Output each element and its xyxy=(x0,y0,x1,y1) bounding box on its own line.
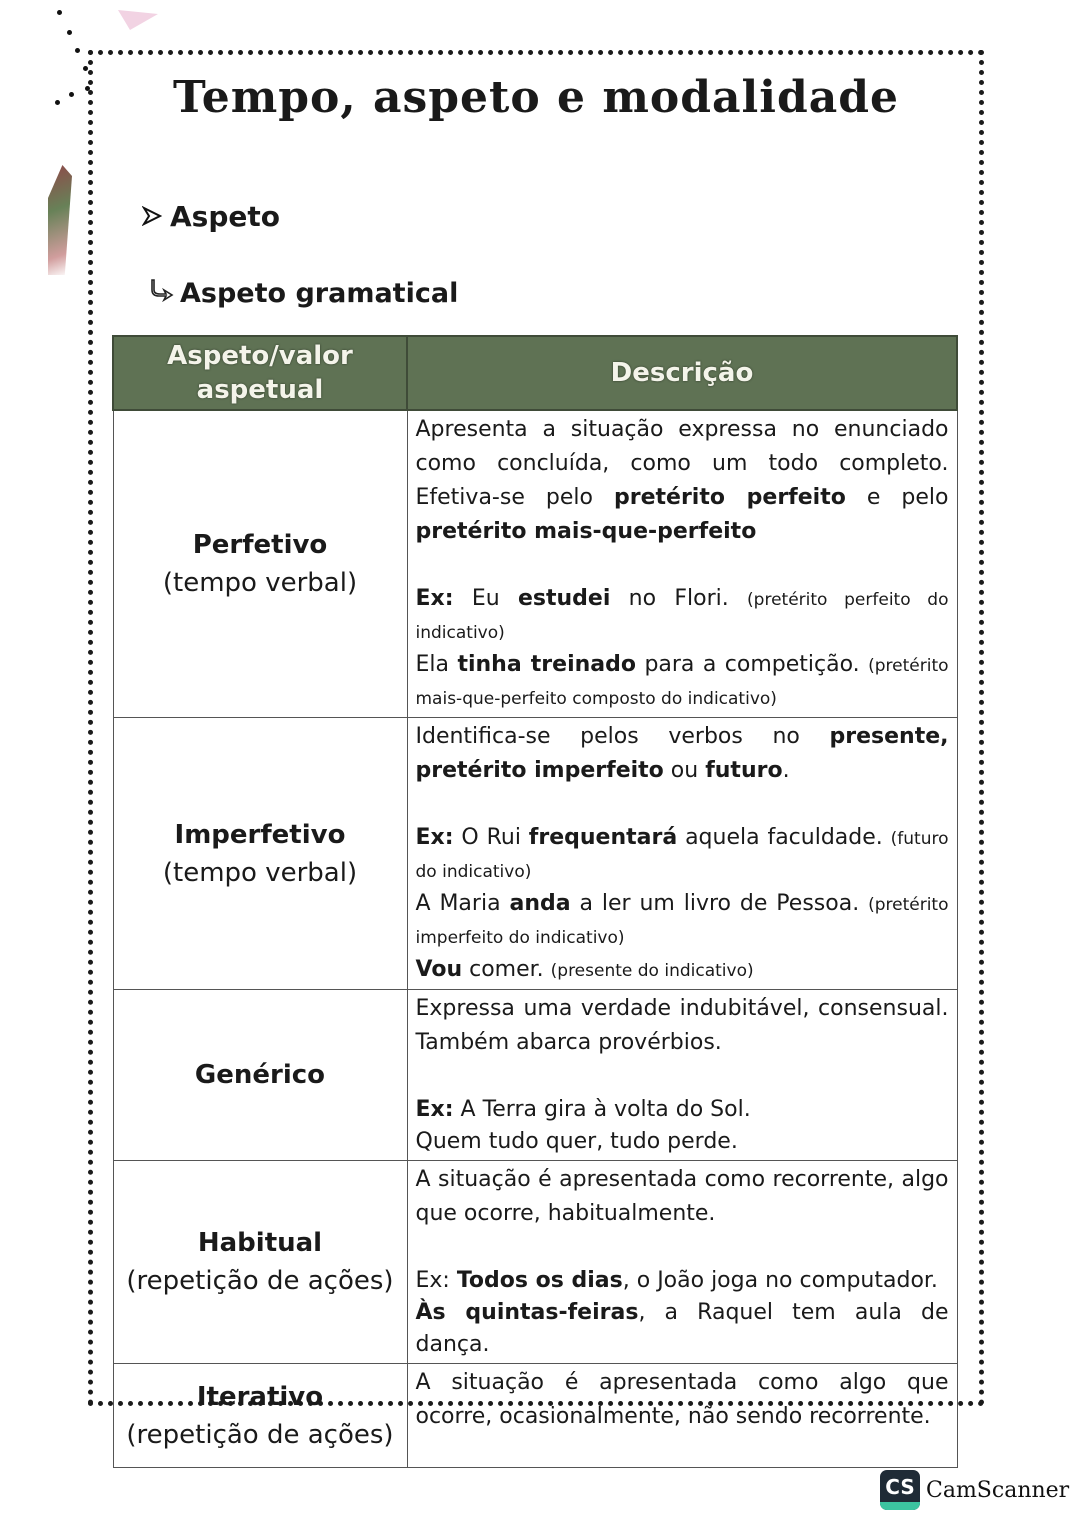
aspect-table xyxy=(112,335,958,1468)
example-line xyxy=(416,1265,949,1297)
bold-term: Ex: xyxy=(415,825,454,850)
description-cell xyxy=(407,1364,957,1468)
spacer xyxy=(416,788,949,822)
text-segment: A situação é apresentada como recorrente, algo que ocorre, habitualmente. xyxy=(415,1167,949,1226)
spacer xyxy=(416,1060,949,1094)
example-line xyxy=(416,954,949,987)
bold-term: estudei xyxy=(517,586,611,611)
aspect-cell xyxy=(113,990,407,1161)
description-text xyxy=(416,1366,949,1434)
text-segment: no Flori. xyxy=(610,586,748,611)
aspect-note: (tempo verbal) xyxy=(162,568,358,598)
text-segment: Quem tudo quer, tudo perde. xyxy=(415,1129,738,1154)
description-text xyxy=(416,992,949,1060)
description-cell xyxy=(407,1161,957,1364)
tense-note: (pretérito mais-que-perfeito composto do indicativo) xyxy=(415,656,949,709)
arrowhead-bullet-icon xyxy=(142,200,162,233)
tense-note: (pretérito imperfeito do indicativo) xyxy=(415,895,949,948)
example-line xyxy=(416,1297,949,1361)
text-segment: a ler um livro de Pessoa. xyxy=(570,891,869,916)
example-line xyxy=(416,1094,949,1126)
spacer xyxy=(416,1231,949,1265)
aspect-note: (repetição de ações) xyxy=(126,1419,394,1450)
description-text xyxy=(416,720,949,788)
tense-note: (futuro do indicativo) xyxy=(415,829,949,882)
subsection-heading xyxy=(150,278,458,309)
section-heading xyxy=(142,200,280,233)
table-row xyxy=(113,410,957,718)
text-segment: . xyxy=(782,758,790,783)
table-row xyxy=(113,718,957,990)
example-line xyxy=(416,888,949,954)
aspect-cell xyxy=(113,1161,407,1364)
bold-term: frequentará xyxy=(528,825,678,850)
example-line xyxy=(416,822,949,888)
text-segment: , a Raquel tem aula de dança. xyxy=(415,1300,949,1357)
aspect-name: Imperfetivo xyxy=(174,819,346,850)
bold-term: presente, pretérito imperfeito xyxy=(415,724,949,783)
photo-edge-decoration xyxy=(48,165,72,275)
text-segment: aquela faculdade. xyxy=(677,825,891,850)
example-line xyxy=(416,649,949,715)
table-row xyxy=(113,1364,957,1468)
aspect-note: (repetição de ações) xyxy=(126,1266,394,1296)
bold-term: pretérito mais-que-perfeito xyxy=(415,519,757,544)
aspect-cell xyxy=(113,1364,407,1468)
example-line xyxy=(416,583,949,649)
table-row xyxy=(113,1161,957,1364)
page-title xyxy=(0,72,1080,123)
spacer xyxy=(416,549,949,583)
camscanner-label: CamScanner xyxy=(926,1477,1070,1503)
text-segment: O Rui xyxy=(453,825,529,850)
camscanner-watermark xyxy=(880,1470,1069,1510)
table-header-row xyxy=(113,336,957,410)
description-cell xyxy=(407,990,957,1161)
bold-term: pretérito perfeito xyxy=(613,485,846,510)
bold-term: tinha treinado xyxy=(457,652,636,677)
text-segment: Expressa uma verdade indubitável, consensual. Também abarca provérbios. xyxy=(415,996,949,1055)
description-text xyxy=(416,413,949,549)
column-header-aspect: Aspeto/valor aspetual xyxy=(113,336,407,410)
table-row xyxy=(113,990,957,1161)
aspect-name: Perfetivo xyxy=(192,530,328,560)
description-cell xyxy=(407,718,957,990)
bold-term: Ex: xyxy=(415,586,454,611)
corner-decoration xyxy=(118,10,158,30)
text-segment: A Terra gira à volta do Sol. xyxy=(453,1097,751,1122)
text-segment: Identifica-se pelos verbos no xyxy=(415,724,830,749)
aspect-cell xyxy=(113,410,407,718)
text-segment: , o João joga no computador. xyxy=(622,1268,938,1293)
description-cell xyxy=(407,410,957,718)
camscanner-badge-text: CS xyxy=(885,1475,915,1499)
bold-term: Vou xyxy=(415,957,463,982)
tense-note: (presente do indicativo) xyxy=(550,961,754,981)
example-line xyxy=(416,1126,949,1158)
aspect-note: (tempo verbal) xyxy=(162,857,358,888)
bold-term: Às quintas-feiras xyxy=(415,1300,639,1325)
aspect-name: Habitual xyxy=(197,1228,323,1258)
bold-term: Ex: xyxy=(415,1097,454,1122)
section-heading-text: Aspeto xyxy=(170,200,280,233)
aspect-name: Genérico xyxy=(194,1060,326,1090)
text-segment: Apresenta a situação expressa no enunciado como concluída, como um todo completo. Efetiva-se pelo xyxy=(415,417,949,510)
aspect-name: Iterativo xyxy=(196,1381,324,1412)
text-segment: Ex: xyxy=(415,1268,457,1293)
subsection-heading-text: Aspeto gramatical xyxy=(180,278,459,309)
text-segment: Ela xyxy=(415,652,458,677)
text-segment: para a competição. xyxy=(636,652,869,677)
page-title-text: Tempo, aspeto e modalidade xyxy=(173,72,899,123)
text-segment: A Maria xyxy=(415,891,510,916)
bold-term: anda xyxy=(509,891,571,916)
camscanner-logo-icon xyxy=(880,1470,920,1510)
text-segment: Eu xyxy=(453,586,518,611)
bold-term: Todos os dias xyxy=(456,1268,623,1293)
text-segment: A situação é apresentada como algo que ocorre, ocasionalmente, não sendo recorrente. xyxy=(415,1370,949,1429)
tense-note: (pretérito perfeito do indicativo) xyxy=(415,590,949,643)
curved-arrow-bullet-icon xyxy=(150,278,174,309)
column-header-description: Descrição xyxy=(407,336,957,410)
description-text xyxy=(416,1163,949,1231)
text-segment: comer. xyxy=(462,957,551,982)
bold-term: futuro xyxy=(705,758,783,783)
aspect-cell xyxy=(113,718,407,990)
text-segment: e pelo xyxy=(845,485,949,510)
text-segment: ou xyxy=(663,758,706,783)
